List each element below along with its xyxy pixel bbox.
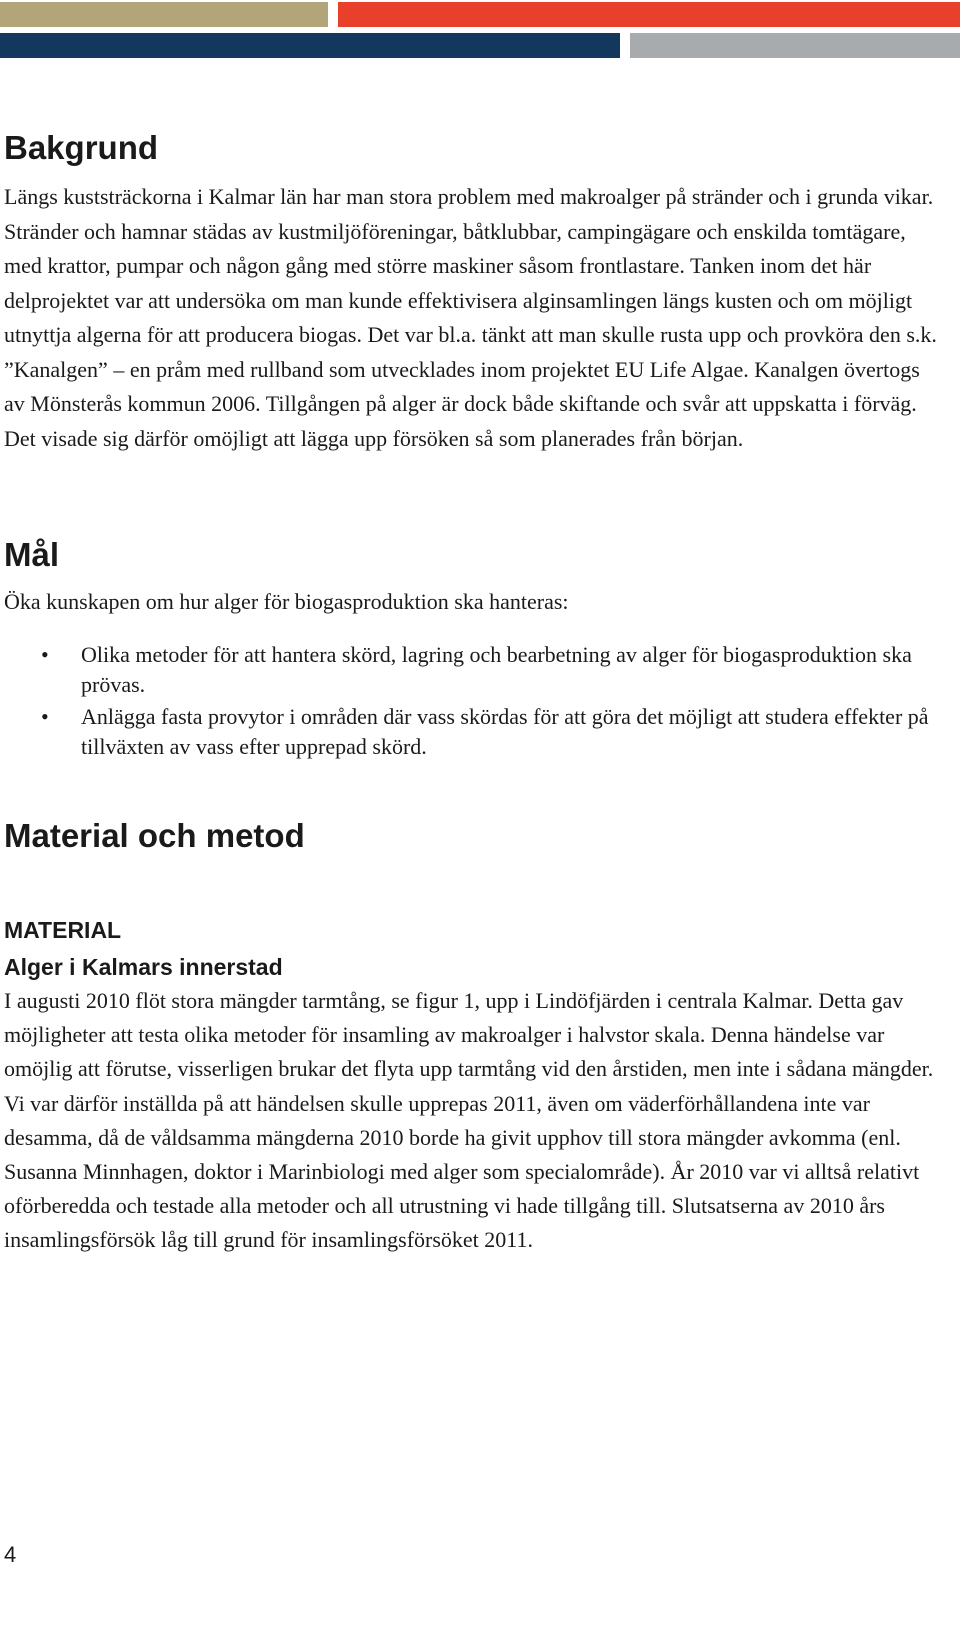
list-item (4, 640, 944, 700)
list-item-text: Anlägga fasta provytor i områden där vass skördas för att göra det möjligt att studera effekter på tillväxten av vass efter upprepad skörd. (81, 704, 929, 759)
goal-list (4, 640, 944, 764)
paragraph-bakgrund: Längs kuststräckorna i Kalmar län har man stora problem med makroalger på stränder och i grunda vikar. Stränder och hamnar städas av kustmiljöföreningar, båtklubbar, campingägare och enskilda tomtägare, med krattor, pumpar och någon gång med större maskiner såsom frontlastare. Tanken inom det här delprojektet var att undersöka om man kunde effektivisera alginsamlingen längs kusten och om möjligt utnyttja algerna för att producera biogas. Det var bl.a. tänkt att man skulle rusta upp och provköra den s.k. ”Kanalgen” – en pråm med rullband som utvecklades inom projektet EU Life Algae. Kanalgen övertogs av Mönsterås kommun 2006. Tillgången på alger är dock både skiftande och svår att uppskatta i förväg. Det visade sig därför omöjligt att lägga upp försöken så som planerades från början. (4, 184, 937, 451)
list-item-text: Olika metoder för att hantera skörd, lagring och bearbetning av alger för biogasproduktion ska prövas. (81, 642, 912, 697)
heading-mal: Mål (4, 536, 60, 573)
header-band-tan (0, 2, 328, 27)
paragraph-alger: I augusti 2010 flöt stora mängder tarmtång, se figur 1, upp i Lindöfjärden i centrala Kalmar. Detta gav möjligheter att testa olika metoder för insamling av makroalger i halvstor skala. Denna händelse var omöjlig att förutse, visserligen brukar det flyta upp tarmtång vid den årstiden, men inte i sådana mängder. Vi var därför inställda på att händelsen skulle upprepas 2011, även om väderförhållandena inte var desamma, då de våldsamma mängderna 2010 borde ha givit upphov till stora mängder avkomma (enl. Susanna Minnhagen, doktor i Marinbiologi med alger som specialområde). År 2010 var vi alltså relativt oförberedda och testade alla metoder och all utrustning vi hade tillgång till. Slutsatserna av 2010 års insamlingsförsök låg till grund för insamlingsförsöket 2011. (4, 988, 934, 1253)
heading-bakgrund: Bakgrund (4, 129, 159, 166)
header-band-gray (630, 33, 960, 58)
header-band-navy (0, 33, 620, 58)
heading-alger-i-kalmars-innerstad: Alger i Kalmars innerstad (4, 954, 283, 980)
header-band-red (338, 2, 960, 27)
list-item (4, 702, 944, 762)
paragraph-mal-intro: Öka kunskapen om hur alger för biogasproduktion ska hanteras: (4, 589, 569, 614)
heading-material-och-metod: Material och metod (4, 817, 305, 854)
page-number: 4 (4, 1542, 17, 1567)
heading-material: MATERIAL (4, 917, 122, 943)
bullet-icon: • (41, 704, 49, 729)
bullet-icon: • (41, 642, 49, 667)
